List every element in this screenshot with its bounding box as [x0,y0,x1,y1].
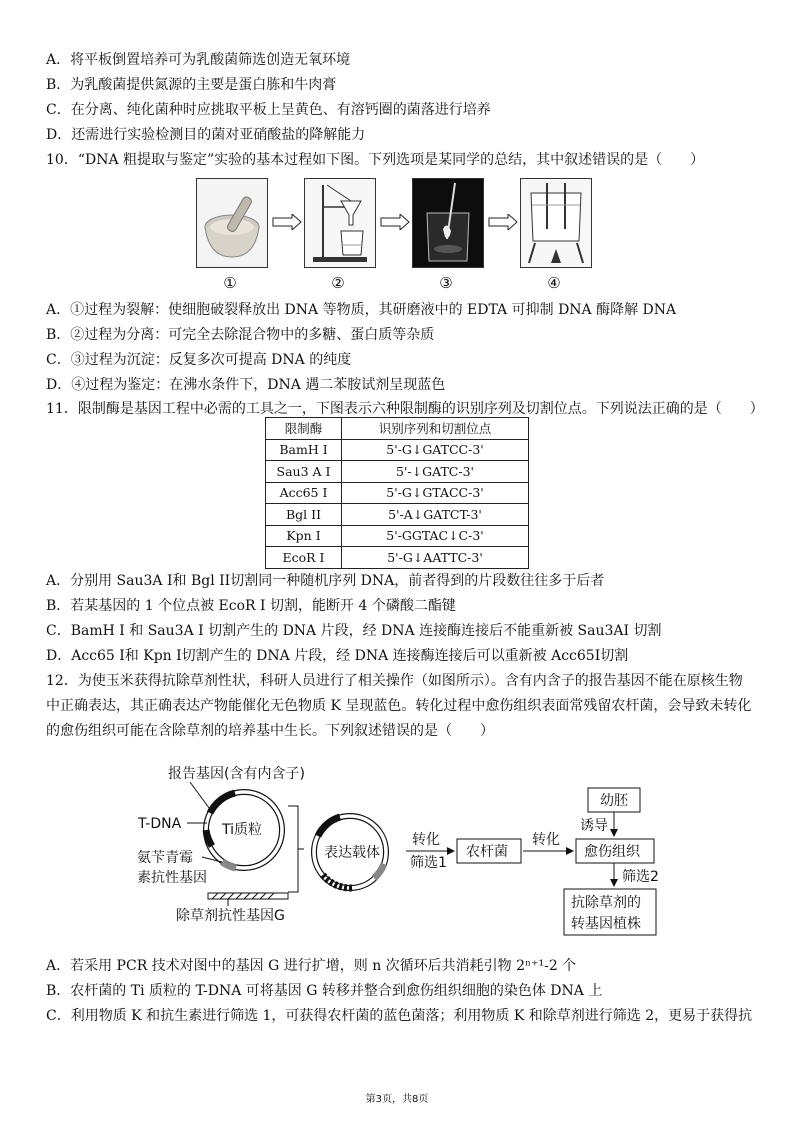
amp-gene-label-2: 素抗性基因 [137,870,207,886]
bracket [288,806,298,892]
herbicide-gene-label: 除草剂抗性基因G [176,908,285,924]
pointer-line [190,782,212,812]
enzyme-name: Bgl II [266,504,342,526]
step-label-2: ② [331,274,345,292]
q12-option-c: C．利用物质 K 和抗生素进行筛选 1，可获得农杆菌的蓝色菌落；利用物质 K 和除草剂进行筛选 2，更易于获得抗 [46,1008,753,1024]
vector-label: 表达载体 [324,845,380,861]
q11-option-c: C．BamH I 和 Sau3A I 切割产生的 DNA 片段，经 DNA 连接酶连接后不能重新被 Sau3AI 切割 [46,623,662,639]
enzyme-site: 5'-G↓GATCC-3' [342,439,529,461]
reporter-gene-label: 报告基因(含有内含子) [168,766,305,782]
q12-stem-line-3: 的愈伤组织可能在含除草剂的培养基中生长。下列叙述错误的是（ ） [46,723,494,739]
amp-gene-label-1: 氨苄青霉 [137,850,193,866]
q9-option-c: C．在分离、纯化菌种时应挑取平板上呈黄色、有溶钙圈的菌落进行培养 [46,102,491,118]
q11-option-b: B．若某基因的 1 个位点被 EcoR I 切割，能断开 4 个磷酸二酯键 [46,598,456,614]
enzyme-name: BamH I [266,439,342,461]
page-footer: 第3页，共8页 [365,1094,429,1105]
plant-label-1: 抗除草剂的 [571,895,641,911]
tdna-segment [210,793,235,813]
q11-option-a: A．分别用 Sau3A I和 Bgl II切割同一种随机序列 DNA，前者得到的片段数往往多于后者 [46,573,605,589]
q12-option-a: A．若采用 PCR 技术对图中的基因 G 进行扩增，则 n 次循环后共消耗引物 2ⁿ⁺¹-2 个 [46,958,577,974]
herbicide-gene-bar [208,893,288,899]
q10-option-b: B．②过程为分离：可完全去除混合物中的多糖、蛋白质等杂质 [46,327,435,343]
enzyme-site: 5'-↓GATC-3' [342,461,529,483]
enzyme-site: 5'-A↓GATCT-3' [342,504,529,526]
screen1-label: 筛选1 [410,855,447,871]
q10-option-a: A．①过程为裂解：使细胞破裂释放出 DNA 等物质，其研磨液中的 EDTA 可抑制 DNA 酶降解 DNA [46,302,677,318]
table-header-enzyme: 限制酶 [266,418,342,440]
plant-label-2: 转基因植株 [571,916,641,932]
q11-stem: 11．限制酶是基因工程中必需的工具之一，下图表示六种限制酶的识别序列及切割位点。下列说法正确的是（ ） [46,401,764,417]
induce-label: 诱导 [580,818,608,834]
enzyme-name: Acc65 I [266,482,342,504]
q12-stem-line-2: 中正确表达，其正确表达产物能催化无色物质 K 呈现蓝色。转化过程中愈伤组织表面常残留农杆菌，会导致未转化 [46,698,752,714]
callus-label: 愈伤组织 [584,844,640,860]
transform1-label: 转化 [412,832,440,848]
enzyme-site: 5'-G↓AATTC-3' [342,547,529,569]
q9-option-b: B．为乳酸菌提供氮源的主要是蛋白胨和牛肉膏 [46,77,337,93]
q10-stem: 10．“DNA 粗提取与鉴定”实验的基本过程如下图。下列选项是某同学的总结，其中叙述错误的是（ ） [46,152,705,168]
enzyme-name: EcoR I [266,547,342,569]
step-label-3: ③ [439,274,453,292]
step-label-1: ① [223,274,237,292]
enzyme-site: 5'-GGTAC↓C-3' [342,525,529,547]
enzyme-name: Sau3 A I [266,461,342,483]
q12-option-b: B．农杆菌的 Ti 质粒的 T-DNA 可将基因 G 转移并整合到愈伤组织细胞的染色体 DNA 上 [46,983,603,999]
agrobacterium-label: 农杆菌 [466,844,508,860]
q9-option-d: D．还需进行实验检测目的菌对亚硝酸盐的降解能力 [46,127,366,143]
amp-resistance-segment [222,862,236,868]
q10-option-d: D．④过程为鉴定：在沸水条件下，DNA 遇二苯胺试剂呈现蓝色 [46,377,446,393]
ti-plasmid-label: Ti质粒 [222,822,263,838]
q9-option-a: A．将平板倒置培养可为乳酸菌筛选创造无氧环境 [46,52,351,68]
q12-stem-line-1: 12．为使玉米获得抗除草剂性状，科研人员进行了相关操作（如图所示）。含有内含子的报告基因不能在原核生物 [46,673,743,689]
step-label-4: ④ [547,274,561,292]
transform2-label: 转化 [532,832,560,848]
screen2-label: 筛选2 [622,869,659,885]
q10-option-c: C．③过程为沉淀：反复多次可提高 DNA 的纯度 [46,352,352,368]
table-header-sequence: 识别序列和切割位点 [342,418,529,440]
enzyme-name: Kpn I [266,525,342,547]
enzyme-site: 5'-G↓GTACC-3' [342,482,529,504]
embryo-label: 幼胚 [600,793,628,809]
tdna-label: T-DNA [138,816,182,832]
q11-option-d: D．Acc65 I和 Kpn I切割产生的 DNA 片段，经 DNA 连接酶连接后可以重新被 Acc65I切割 [46,648,629,664]
